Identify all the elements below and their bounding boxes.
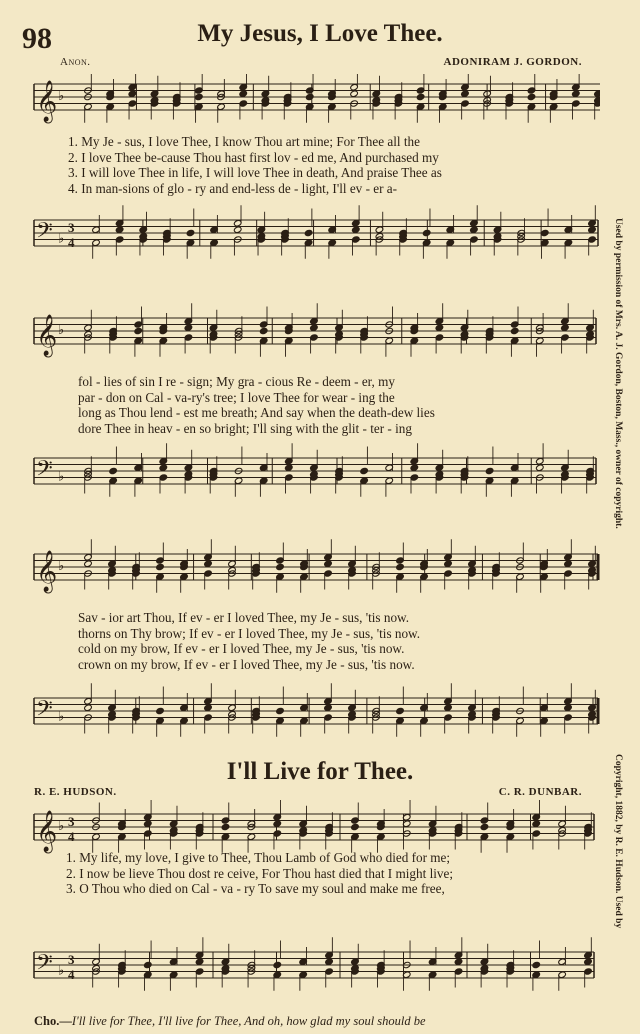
notehead	[350, 90, 359, 97]
notehead	[221, 823, 230, 830]
time-signature: 3	[68, 814, 75, 829]
music-staff-treble	[0, 536, 600, 606]
notehead	[84, 704, 93, 711]
words-credit: R. E. HUDSON.	[34, 786, 117, 798]
music-staff-bass	[0, 442, 600, 502]
notehead	[276, 563, 285, 570]
notehead	[396, 563, 405, 570]
bass-clef-icon: 𝄢	[36, 218, 53, 249]
verse-block	[66, 850, 453, 897]
page-number: 98	[22, 22, 52, 55]
flat-icon: ♭	[58, 709, 65, 725]
hymn-title: I'll Live for Thee.	[226, 758, 414, 785]
notehead	[352, 226, 361, 233]
flat-icon: ♭	[58, 963, 65, 979]
notehead	[273, 961, 282, 968]
notehead	[84, 560, 93, 567]
flat-icon: ♭	[58, 89, 65, 104]
notehead	[276, 707, 285, 714]
notehead	[144, 820, 153, 827]
notehead	[273, 820, 282, 827]
notehead	[470, 226, 479, 233]
notehead	[461, 90, 470, 97]
music-staff-bass	[0, 672, 600, 742]
verse-line: 1. My Je - sus, I love Thee, I know Thou art mine; For Thee all the	[68, 134, 420, 149]
notehead	[444, 704, 453, 711]
verse-line: thorns on Thy brow; If ev - er I loved Thee, my Je - sus, 'tis now.	[78, 625, 421, 641]
verse-block	[78, 374, 435, 436]
notehead	[527, 93, 536, 100]
verse-line: cold on my brow, If ev - er I loved Thee, my Je - sus, 'tis now.	[78, 641, 405, 657]
notehead	[422, 229, 431, 236]
notehead	[594, 90, 600, 97]
notehead	[588, 226, 597, 233]
notehead	[454, 958, 463, 965]
verse-line: 3. O Thou who died on Cal - va - ry To save my soul and make me free,	[66, 881, 445, 897]
notehead	[239, 90, 248, 97]
time-signature: 3	[68, 220, 75, 235]
notehead	[134, 327, 143, 334]
notehead	[186, 229, 195, 236]
music-staff-bass	[0, 912, 600, 1008]
notehead	[184, 324, 193, 331]
verse-block	[68, 134, 442, 196]
bass-clef-icon: 𝄢	[36, 950, 53, 981]
copyright-side-note: Used by permission of Mrs. A. J. Gordon, Boston, Mass., owner of copyright.	[613, 218, 623, 529]
verse-line: 1. My life, my love, I give to Thee, Thou Lamb of God who died for me;	[66, 850, 451, 865]
verse-line: crown on my brow, If ev - er I loved Thee, my Je - sus, 'tis now.	[78, 656, 415, 672]
notehead	[259, 327, 268, 334]
verse-line: Sav - ior art Thou, If ev - er I loved Thee, my Je - sus, 'tis now.	[78, 610, 410, 625]
time-signature: 4	[68, 829, 75, 844]
notehead	[204, 704, 213, 711]
flat-icon: ♭	[58, 323, 65, 338]
notehead	[410, 464, 419, 471]
hymn-title: My Jesus, I Love Thee.	[197, 20, 443, 47]
notehead	[144, 961, 153, 968]
notehead	[360, 467, 369, 474]
copyright-side-note: Copyright, 1882, by R. E. Hudson. Used by	[613, 754, 623, 929]
notehead	[540, 229, 549, 236]
music-staff-bass	[0, 204, 600, 268]
treble-clef-icon: 𝄞	[36, 315, 58, 356]
notehead	[115, 226, 124, 233]
treble-clef-icon: 𝄞	[36, 81, 58, 122]
notehead	[351, 823, 360, 830]
chorus-text: I'll live for Thee, I'll live for Thee, And oh, how glad my soul should be	[71, 1014, 426, 1028]
notehead	[435, 324, 444, 331]
notehead	[325, 958, 334, 965]
verse-line: 3. I will love Thee in life, I will love Thee in death, And praise Thee as	[68, 165, 442, 181]
bass-clef-icon: 𝄢	[36, 456, 53, 487]
notehead	[564, 560, 573, 567]
notehead	[536, 464, 545, 471]
notehead	[195, 958, 204, 965]
notehead	[156, 563, 165, 570]
notehead	[564, 704, 573, 711]
verse-line: dore Thee in heav - en so bright; I'll sing with the glit - ter - ing	[78, 420, 412, 436]
flat-icon: ♭	[58, 819, 65, 834]
notehead	[159, 464, 168, 471]
verse-line: 4. In man-sions of glo - ry and end-less de - light, I'll ev - er a-	[68, 180, 398, 196]
flat-icon: ♭	[58, 231, 65, 247]
chorus-label: Cho.—	[34, 1014, 72, 1028]
treble-clef-icon: 𝄞	[36, 551, 58, 592]
notehead	[561, 324, 570, 331]
music-staff-treble	[0, 74, 600, 134]
music-credit: ADONIRAM J. GORDON.	[443, 56, 582, 68]
notehead	[532, 820, 541, 827]
time-signature: 3	[68, 952, 75, 967]
notehead	[204, 560, 213, 567]
flat-icon: ♭	[58, 469, 65, 485]
verse-line: 2. I now be lieve Thou dost re ceive, For Thou hast died that I might live;	[66, 865, 454, 881]
notehead	[324, 560, 333, 567]
notehead	[109, 467, 118, 474]
notehead	[510, 327, 519, 334]
verse-line: fol - lies of sin I re - sign; My gra - cious Re - deem - er, my	[78, 374, 395, 389]
notehead	[233, 226, 242, 233]
flat-icon: ♭	[58, 559, 65, 574]
verse-line: long as Thou lend - est me breath; And say when the death-dew lies	[78, 405, 435, 421]
notehead	[532, 961, 541, 968]
notehead	[304, 229, 313, 236]
chorus-line	[34, 1014, 426, 1029]
notehead	[310, 324, 319, 331]
time-signature: 4	[68, 235, 75, 250]
notehead	[584, 958, 593, 965]
notehead	[128, 90, 137, 97]
music-staff-treble	[0, 300, 600, 366]
notehead	[572, 90, 581, 97]
notehead	[444, 560, 453, 567]
notehead	[305, 93, 314, 100]
notehead	[324, 704, 333, 711]
notehead	[480, 823, 489, 830]
notehead	[416, 93, 425, 100]
notehead	[396, 707, 405, 714]
notehead	[195, 93, 204, 100]
notehead	[485, 467, 494, 474]
verse-line: par - don on Cal - va-ry's tree; I love Thee for wear - ing the	[78, 389, 395, 405]
bass-clef-icon: 𝄢	[36, 696, 53, 727]
time-signature: 4	[68, 967, 75, 982]
words-credit: Anon.	[60, 56, 91, 68]
verse-block	[78, 610, 420, 672]
notehead	[285, 464, 294, 471]
notehead	[156, 707, 165, 714]
music-credit: C. R. DUNBAR.	[498, 786, 582, 798]
verse-line: 2. I love Thee be-cause Thou hast first lov - ed me, And purchased my	[68, 149, 439, 165]
treble-clef-icon: 𝄞	[36, 811, 58, 852]
